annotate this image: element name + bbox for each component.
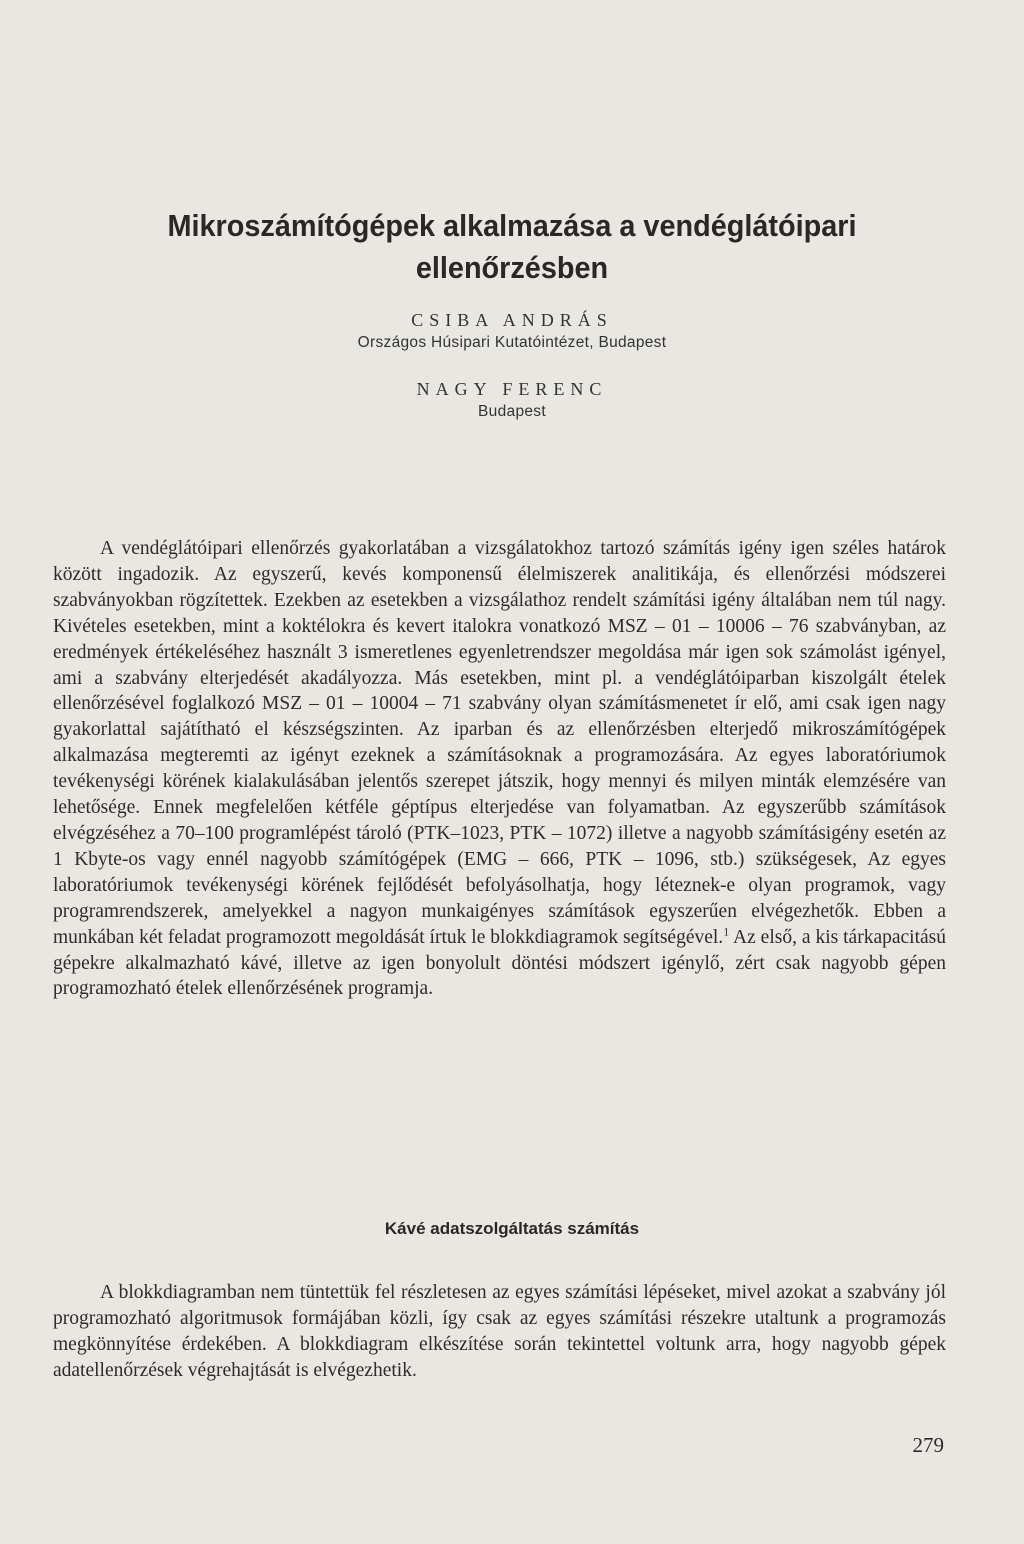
author-name-1: CSIBA ANDRÁS xyxy=(411,310,613,330)
section-heading: Kávé adatszolgáltatás számítás xyxy=(384,1219,640,1238)
author-affiliation-1: Országos Húsipari Kutatóintézet, Budapest xyxy=(357,334,667,351)
footnote-marker: 1 xyxy=(723,924,730,939)
section-paragraph: A blokkdiagramban nem tüntettük fel részletesen az egyes számítási lépéseket, mivel azokat a szabvány jól programozható algoritmusok formájában közli, így csak az egyes számítási részekre utaltunk a programozás megkönnyítése érdekében. A blokkdiagram elkészítése során tekintettel voltunk arra, hogy nagyobb gépek adatellenőrzések végrehajtását is elvégezhetik. xyxy=(53,1282,946,1381)
page-number: 279 xyxy=(912,1433,944,1457)
author-affiliation-2: Budapest xyxy=(478,403,546,420)
title-line-1: Mikroszámítógépek alkalmazása a vendéglátóipari xyxy=(167,208,857,243)
title-line-2: ellenőrzésben xyxy=(415,250,609,285)
intro-paragraph xyxy=(53,536,946,1002)
author-name-2: NAGY FERENC xyxy=(416,379,608,399)
intro-text-end: Az első, a kis tárkapacitású gépekre alkalmazható kávé, illetve az igen bonyolult döntési módszert igénylő, zért csak nagyobb gépen programozható ételek ellenőrzésének programja. xyxy=(53,926,946,1000)
intro-text: A vendéglátóipari ellenőrzés gyakorlatában a vizsgálatokhoz tartozó számítás igény igen széles határok között ingadozik. Az egyszerű, kevés komponensű élelmiszerek analitikája, és ellenőrzési módszerei szabványokban rögzítettek. Ezekben az esetekben a vizsgálathoz rendelt számítási igény általában nem túl nagy. Kivételes esetekben, mint a koktélokra és kevert italokra vonatkozó MSZ – 01 – 10006 – 76 szabványban, az eredmények értékeléséhez használt 3 ismeretlenes egyenletrendszer megoldása már igen sok számolást igényel, ami a szabvány elterjedését akadályozza. Más esetekben, mint pl. a vendéglátóiparban kiszolgált ételek ellenőrzésével foglalkozó MSZ – 01 – 10004 – 71 szabvány olyan számításmenetet ír elő, ami csak igen nagy gyakorlattal sajátítható el készségszinten. Az iparban és az ellenőrzésben elterjedő mikroszámítógépek alkalmazása megteremti az igényt ezeknek a számításoknak a programozására. Az egyes laboratóriumok tevékenységi körének kialakulásában jelentős szerepet játszik, hogy mennyi és milyen minták elemzésére van lehetősége. Ennek megfelelően kétféle géptípus elterjedése van folyamatban. Az egyszerűbb számítások elvégzéséhez a 70–100 programlépést tároló (PTK–1023, PTK – 1072) illetve a nagyobb számításigény esetén az 1 Kbyte-os vagy ennél nagyobb számítógépek (EMG – 666, PTK – 1096, stb.) szükségesek, Az egyes laboratóriumok tevékenységi körének fejlődését befolyásolhatja, hogy léteznek-e olyan programok, vagy programrendszerek, amelyekkel a nagyon munkaigényes számítások egyszerűen elvégezhetők. Ebben a munkában két feladat programozott megoldását írtuk le blokkdiagramok segítségével. xyxy=(53,538,946,948)
article-title xyxy=(92,205,933,289)
